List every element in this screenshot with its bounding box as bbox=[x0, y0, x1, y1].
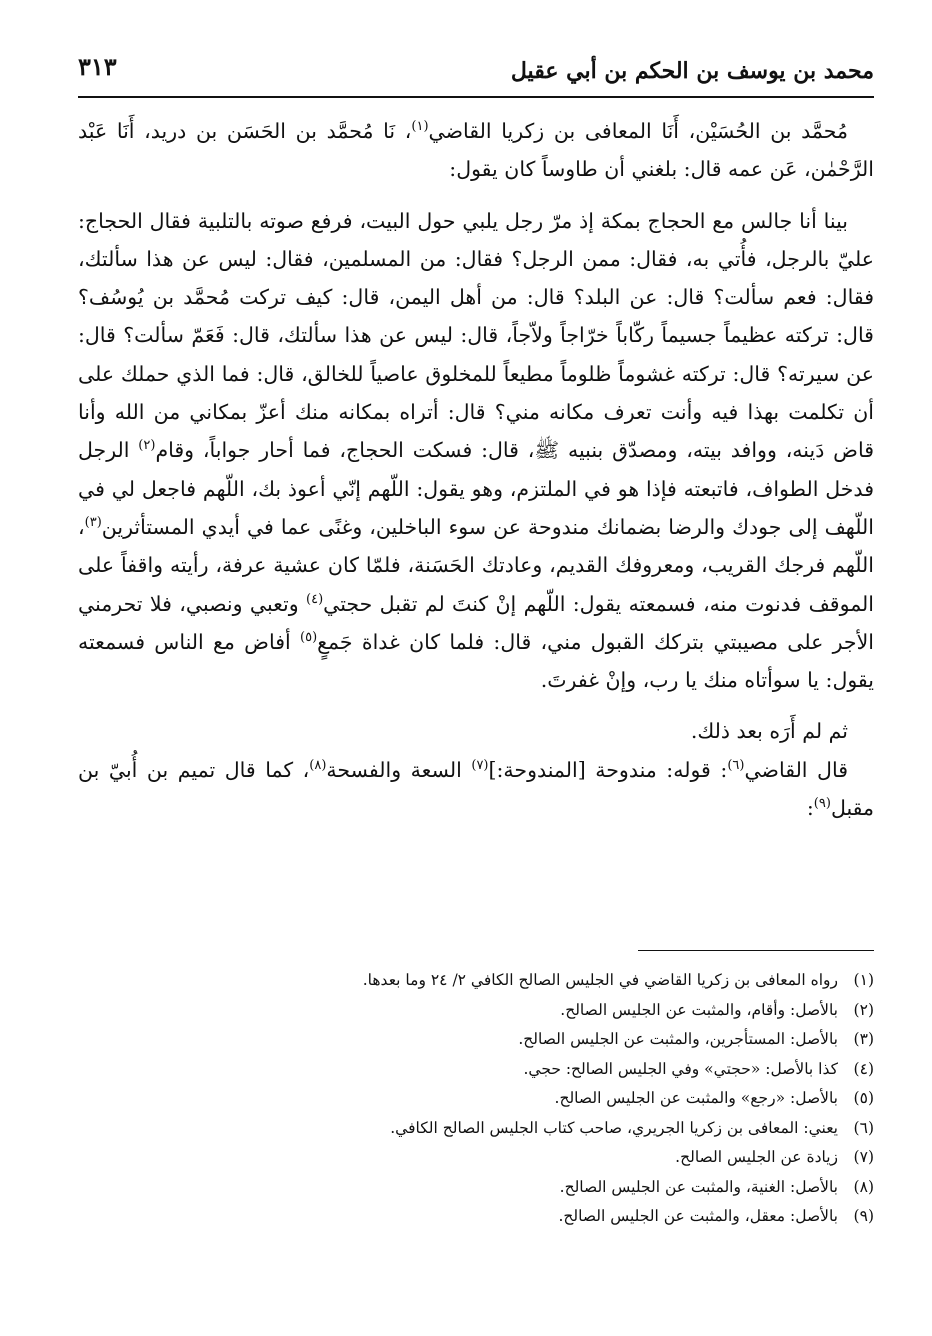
footnote-ref: (٩) bbox=[813, 796, 831, 812]
footnote-ref: (٤) bbox=[306, 591, 324, 607]
footnote-text: بالأصل: «رجع» والمثبت عن الجليس الصالح. bbox=[554, 1089, 838, 1107]
text-run: أفاض مع الناس فسمعته يقول: يا سوأتاه منك يا رب، وإنْ غفرتَ. bbox=[78, 629, 874, 693]
text-run: : bbox=[806, 796, 814, 821]
footnote-text: بالأصل: الغنية، والمثبت عن الجليس الصالح. bbox=[559, 1177, 838, 1196]
footnote-text: بالأصل: معقل، والمثبت عن الجليس الصالح. bbox=[558, 1207, 838, 1225]
footnote-item bbox=[78, 1084, 874, 1114]
text-run: الرجل فدخل الطواف، فاتبعته فإذا هو في الملتزم، وهو يقول: اللّهم إنّي أعوذ بك، اللّهم فاجعل لي في اللّهف إلى جودك والرضا بضمانك مندوحة عن سوء الباخلين، وغنًى عما في أيدي المستأثرين bbox=[78, 438, 874, 539]
paragraph bbox=[78, 751, 874, 828]
paragraph bbox=[78, 712, 874, 750]
footnote-text: كذا بالأصل: «حجتي» وفي الجليس الصالح: حجي. bbox=[523, 1059, 838, 1078]
text-run: ، كما قال تميم بن أُبيّ بن مقبل bbox=[78, 757, 874, 821]
footnote-number: (١) bbox=[853, 971, 874, 989]
footnote-item bbox=[78, 1202, 874, 1232]
footnote-number: (٧) bbox=[853, 1148, 874, 1166]
footnote-item bbox=[78, 1025, 874, 1055]
footnote-item bbox=[78, 1114, 874, 1144]
footnotes-list bbox=[78, 966, 874, 1232]
paragraph bbox=[78, 112, 874, 189]
footnote-item bbox=[78, 1173, 874, 1203]
footnote-item bbox=[78, 1143, 874, 1173]
text-run: قال القاضي bbox=[744, 757, 849, 782]
footnote-text: رواه المعافى بن زكريا القاضي في الجليس الصالح الكافي ٢/ ٢٤ وما بعدها. bbox=[362, 971, 838, 989]
text-run: مُحمَّد بن الحُسَيْن، أَنَا المعافى بن زكريا القاضي bbox=[428, 119, 849, 143]
footnote-number: (٤) bbox=[853, 1059, 874, 1078]
footnote-divider bbox=[638, 950, 874, 951]
running-title: محمد بن يوسف بن الحكم بن أبي عقيل bbox=[510, 58, 874, 84]
text-run: ، نَا مُحمَّد بن الحَسَن بن دريد، أَنَا عَبْد الرَّحْمٰن، عَن عمه قال: بلغني أن طاوساً كان يقول: bbox=[78, 119, 874, 182]
footnote-number: (٥) bbox=[853, 1089, 874, 1107]
footnote-ref: (٨) bbox=[309, 757, 327, 773]
header-divider bbox=[78, 96, 874, 98]
text-run: ، اللّهم فرجك القريب، ومعروفك القديم، وعادتك الحَسَنة، فلمّا كان عشية عرفة، رأيته واقفاً على الموقف فدنوت منه، فسمعته يقول: اللّهم إنْ كنتَ لم تقبل حجتي bbox=[78, 514, 874, 616]
footnote-number: (٨) bbox=[853, 1177, 874, 1196]
footnote-text: بالأصل: المستأجرين، والمثبت عن الجليس الصالح. bbox=[518, 1030, 838, 1048]
footnote-item bbox=[78, 996, 874, 1026]
footnote-ref: (١) bbox=[411, 119, 429, 135]
footnote-text: بالأصل: وأقام، والمثبت عن الجليس الصالح. bbox=[560, 1000, 838, 1019]
footnote-number: (٩) bbox=[853, 1207, 874, 1225]
footnote-number: (٣) bbox=[853, 1030, 874, 1048]
text-run: : قوله: مندوحة [المندوحة:] bbox=[488, 757, 728, 782]
page-number: ٣١٣ bbox=[78, 52, 117, 81]
text-run: ثم لم أَرَه بعد ذلك. bbox=[690, 719, 848, 744]
footnote-ref: (٢) bbox=[138, 438, 156, 454]
footnote-number: (٢) bbox=[853, 1000, 874, 1019]
footnote-ref: (٦) bbox=[727, 757, 745, 773]
main-text bbox=[78, 112, 874, 840]
footnote-item bbox=[78, 966, 874, 996]
running-header bbox=[78, 48, 874, 88]
footnote-ref: (٥) bbox=[300, 630, 318, 646]
footnote-ref: (٣) bbox=[84, 515, 102, 531]
text-run: بينا أنا جالس مع الحجاج بمكة إذ مرّ رجل يلبي حول البيت، فرفع صوته بالتلبية فقال الحجاج: عليّ بالرجل، فأُتي به، فقال: ممن الرجل؟ فقال: من المسلمين، فقال: ليس عن هذا سألتك، فقال: فعم سألت؟ قال: عن البلد؟ قال: من أهل اليمن، قال: كيف تركت مُحمَّد بن يُوسُف؟ قال: تركته عظيماً جسيماً ركّاباً خرّاجاً ولاّجاً، قال: ليس عن هذا سألتك، قال: فَعَمّ سألت؟ قال: عن سيرته؟ قال: تركته غشوماً ظلوماً مطيعاً للمخلوق عاصياً للخالق، قال: فما الذي حملك على أن تكلمت بهذا فيه وأنت تعرف مكانه مني؟ قال: أتراه بمكانه منك أعزّ بمكاني من الله وأنا قاض دَينه، ووافد بيته، ومصدّق بنبيه ﷺ، قال: فسكت الحجاج، فما أحار جواباً، وقام bbox=[78, 208, 874, 463]
footnote-number: (٦) bbox=[853, 1118, 874, 1137]
text-run: السعة والفسحة bbox=[326, 757, 472, 782]
footnote-ref: (٧) bbox=[471, 757, 489, 773]
paragraph bbox=[78, 202, 874, 700]
footnote-text: زيادة عن الجليس الصالح. bbox=[675, 1148, 838, 1166]
text-run: وتعبي ونصبي، فلا تحرمني الأجر على مصيبتي بتركك القبول مني، قال: فلما كان غداة جَمعٍ bbox=[78, 591, 874, 654]
footnote-text: يعني: المعافى بن زكريا الجريري، صاحب كتاب الجليس الصالح الكافي. bbox=[390, 1118, 838, 1137]
footnote-item bbox=[78, 1055, 874, 1085]
